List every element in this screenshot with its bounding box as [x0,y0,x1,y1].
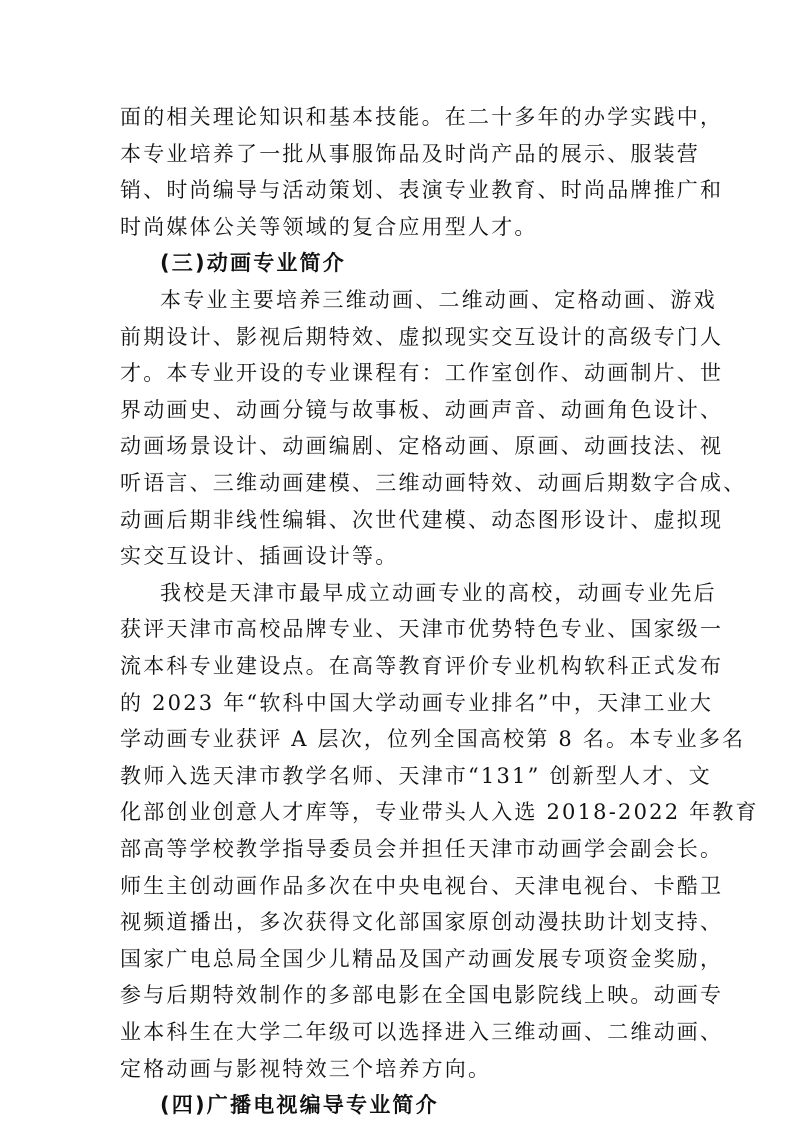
paragraph-line: 的 2023 年“软科中国大学动画专业排名”中，天津工业大 [120,691,714,715]
paragraph-line: 才。本专业开设的专业课程有：工作室创作、动画制片、世 [120,361,724,385]
paragraph-line: 学动画专业获评 A 层次，位列全国高校第 8 名。本专业多名 [120,727,746,751]
paragraph-line: 部高等学校教学指导委员会并担任天津市动画学会副会长。 [120,837,724,861]
paragraph-line: 动画场景设计、动画编剧、定格动画、原画、动画技法、视 [120,434,724,458]
paragraph-line: 动画后期非线性编辑、次世代建模、动态图形设计、虚拟现 [120,508,724,532]
paragraph-line: 界动画史、动画分镜与故事板、动画声音、动画角色设计、 [120,398,724,422]
paragraph-line: 听语言、三维动画建模、三维动画特效、动画后期数字合成、 [120,471,747,495]
paragraph-line: 业本科生在大学二年级可以选择进入三维动画、二维动画、 [120,1020,724,1044]
paragraph-line: 师生主创动画作品多次在中央电视台、天津电视台、卡酷卫 [120,874,724,898]
paragraph-line: 销、时尚编导与活动策划、表演专业教育、时尚品牌推广和 [120,178,724,202]
paragraph-line: 本专业主要培养三维动画、二维动画、定格动画、游戏 [160,288,717,312]
section-heading: (三)动画专业简介 [160,251,346,275]
paragraph-line: 教师入选天津市教学名师、天津市“131” 创新型人才、文 [120,764,712,788]
paragraph-line: 面的相关理论知识和基本技能。在二十多年的办学实践中， [120,105,724,129]
paragraph-line: 流本科专业建设点。在高等教育评价专业机构软科正式发布 [120,654,724,678]
paragraph-line: 实交互设计、插画设计等。 [120,544,399,568]
paragraph-line: 时尚媒体公关等领域的复合应用型人才。 [120,215,538,239]
paragraph-line: 视频道播出，多次获得文化部国家原创动漫扶助计划支持、 [120,910,724,934]
paragraph-line: 参与后期特效制作的多部电影在全国电影院线上映。动画专 [120,983,724,1007]
section-heading: (四)广播电视编导专业简介 [160,1093,439,1117]
paragraph-line: 我校是天津市最早成立动画专业的高校，动画专业先后 [160,581,717,605]
paragraph-line: 前期设计、影视后期特效、虚拟现实交互设计的高级专门人 [120,325,724,349]
paragraph-line: 化部创业创意人才库等，专业带头人入选 2018-2022 年教育 [120,800,759,824]
paragraph-line: 获评天津市高校品牌专业、天津市优势特色专业、国家级一 [120,617,724,641]
paragraph-line: 本专业培养了一批从事服饰品及时尚产品的展示、服装营 [120,142,700,166]
paragraph-line: 国家广电总局全国少儿精品及国产动画发展专项资金奖励， [120,947,724,971]
paragraph-line: 定格动画与影视特效三个培养方向。 [120,1057,492,1081]
